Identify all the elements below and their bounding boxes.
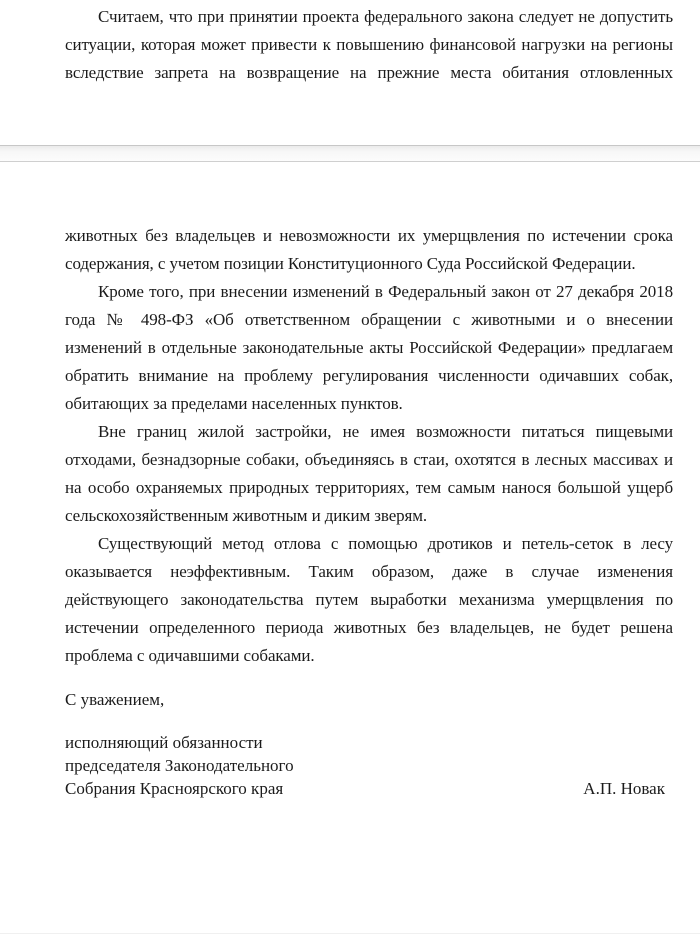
closing-salutation: С уважением, (65, 690, 165, 709)
page-break-separator (0, 145, 700, 162)
body-paragraph: Существующий метод отлова с помощью дротиков и петель-сеток в лесу оказывается неэффективным. Таким образом, даже в случае изменения действующего законодательства путем выработки механизма умерщвления по истечении определенного периода животных без владельцев, не будет решена проблема с одичавшими собаками. (65, 534, 673, 665)
signatory-position-line: Собрания Красноярского края (65, 779, 284, 798)
page-2 (0, 162, 700, 939)
body-paragraph: животных без владельцев и невозможности их умерщвления по истечении срока содержания, с учетом позиции Конституционного Суда Российской Федерации. (65, 226, 673, 273)
signatory-position-line: председателя Законодательного (65, 756, 294, 775)
signatory-position-line: исполняющий обязанности (65, 733, 263, 752)
next-page-edge (0, 933, 700, 934)
signatory-name: А.П. Новак (583, 779, 665, 798)
body-paragraph: Кроме того, при внесении изменений в Федеральный закон от 27 декабря 2018 года № 498-ФЗ «Об ответственном обращении с животными и о внесении изменений в отдельные законодательные акты Российской Федерации» предлагаем обратить внимание на проблему регулирования численности одичавших собак, обитающих за пределами населенных пунктов. (65, 282, 673, 413)
page-1 (0, 0, 700, 145)
signatory-position (65, 731, 294, 800)
signature-block (65, 731, 673, 800)
body-paragraph-continued: Считаем, что при принятии проекта федерального закона следует не допустить ситуации, которая может привести к повышению финансовой нагрузки на регионы вследствие запрета на возвращение на прежние места обитания отловленных (65, 7, 673, 82)
body-paragraph: Вне границ жилой застройки, не имея возможности питаться пищевыми отходами, безнадзорные собаки, объединяясь в стаи, охотятся в лесных массивах и на особо охраняемых природных территориях, тем самым нанося большой ущерб сельскохозяйственным животным и диким зверям. (65, 422, 673, 525)
